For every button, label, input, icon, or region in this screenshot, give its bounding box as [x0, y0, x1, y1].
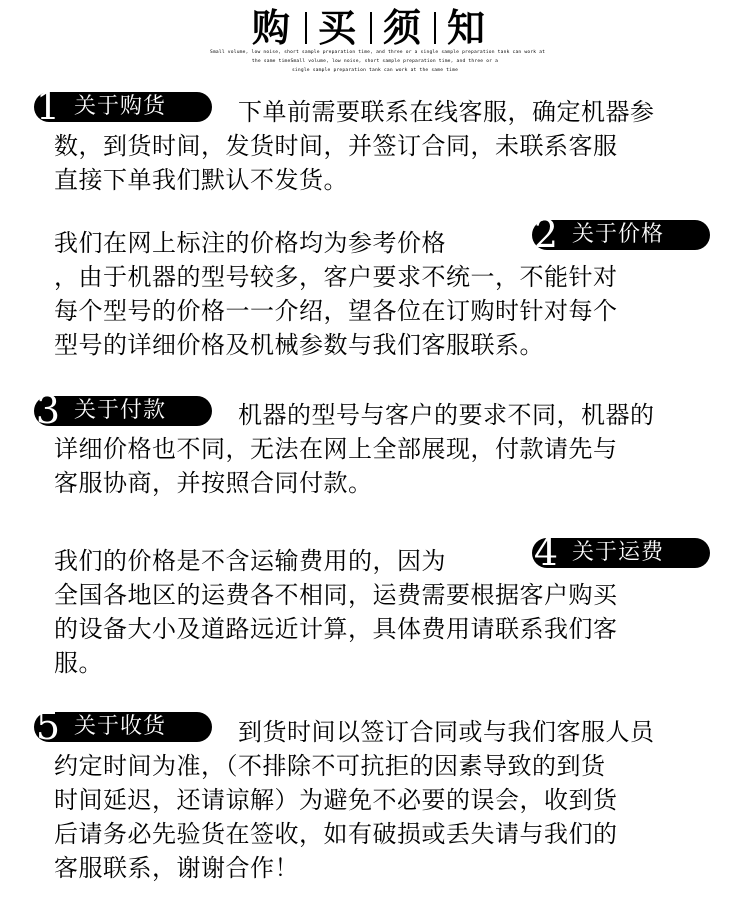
section-label: 关于付款: [74, 398, 167, 423]
section-text-line: 我们的价格是不含运输费用的，因为: [54, 547, 446, 575]
section-text-line: 后请务必先验货在签收，如有破损或丢失请与我们的: [54, 820, 618, 848]
title-char: 买: [317, 5, 356, 50]
section-label: 关于价格: [572, 222, 665, 247]
section-text-line: ，由于机器的型号较多，客户要求不统一，不能针对: [54, 263, 618, 291]
title-char: 知: [446, 5, 485, 50]
section-text-line: 服。: [54, 649, 103, 677]
title-divider: [370, 12, 372, 44]
section-number: 4: [533, 530, 559, 574]
subtitle-line: the same timeSmall volume, low noise, short sample preparation time, and three or a: [251, 59, 499, 64]
header: [0, 0, 750, 80]
title-char: 须: [382, 5, 421, 50]
section-text-line: 约定时间为准，（不排除不可抗拒的因素导致的到货: [54, 752, 606, 780]
section-number: 1: [35, 84, 61, 128]
section-badge-receiving: [34, 704, 212, 748]
title-char: 购: [251, 5, 290, 50]
section-text-line: 详细价格也不同，无法在网上全部展现，付款请先与: [54, 435, 618, 463]
section-label: 关于收货: [74, 714, 167, 739]
section-number: 3: [35, 388, 61, 432]
section-badge-price: [532, 212, 710, 256]
subtitle-line: Small volume, low noise, short sample preparation time, and three or a single sample preparation tank can work at: [210, 50, 546, 55]
section-text-line: 直接下单我们默认不发货。: [54, 166, 348, 194]
subtitle-line: single sample preparation tank can work at the same time: [291, 68, 459, 73]
section-text-line: 每个型号的价格一一介绍，望各位在订购时针对每个: [54, 297, 618, 325]
section-text-line: 客服协商，并按照合同付款。: [54, 469, 373, 497]
title-divider: [434, 12, 436, 44]
section-badge-shipping: [532, 530, 710, 574]
section-badge-purchase: [34, 84, 212, 128]
section-text-line: 型号的详细价格及机械参数与我们客服联系。: [54, 331, 544, 359]
section-number: 2: [533, 212, 559, 256]
section-badge-payment: [34, 388, 212, 432]
section-label: 关于购货: [74, 94, 167, 119]
title-divider: [305, 12, 307, 44]
section-number: 5: [35, 704, 61, 748]
section-text-line: 到货时间以签订合同或与我们客服人员: [238, 718, 655, 746]
section-text-line: 客服联系，谢谢合作！: [54, 854, 299, 882]
section-text-line: 我们在网上标注的价格均为参考价格: [54, 229, 446, 257]
section-text-line: 数，到货时间，发货时间，并签订合同，未联系客服: [54, 132, 618, 160]
section-text-line: 下单前需要联系在线客服，确定机器参: [238, 98, 655, 126]
section-text-line: 机器的型号与客户的要求不同，机器的: [238, 401, 655, 429]
section-text-line: 时间延迟，还请谅解）为避免不必要的误会，收到货: [54, 786, 618, 814]
section-text-line: 全国各地区的运费各不相同，运费需要根据客户购买: [54, 581, 618, 609]
section-text-line: 的设备大小及道路远近计算，具体费用请联系我们客: [54, 615, 618, 643]
section-label: 关于运费: [572, 540, 665, 565]
